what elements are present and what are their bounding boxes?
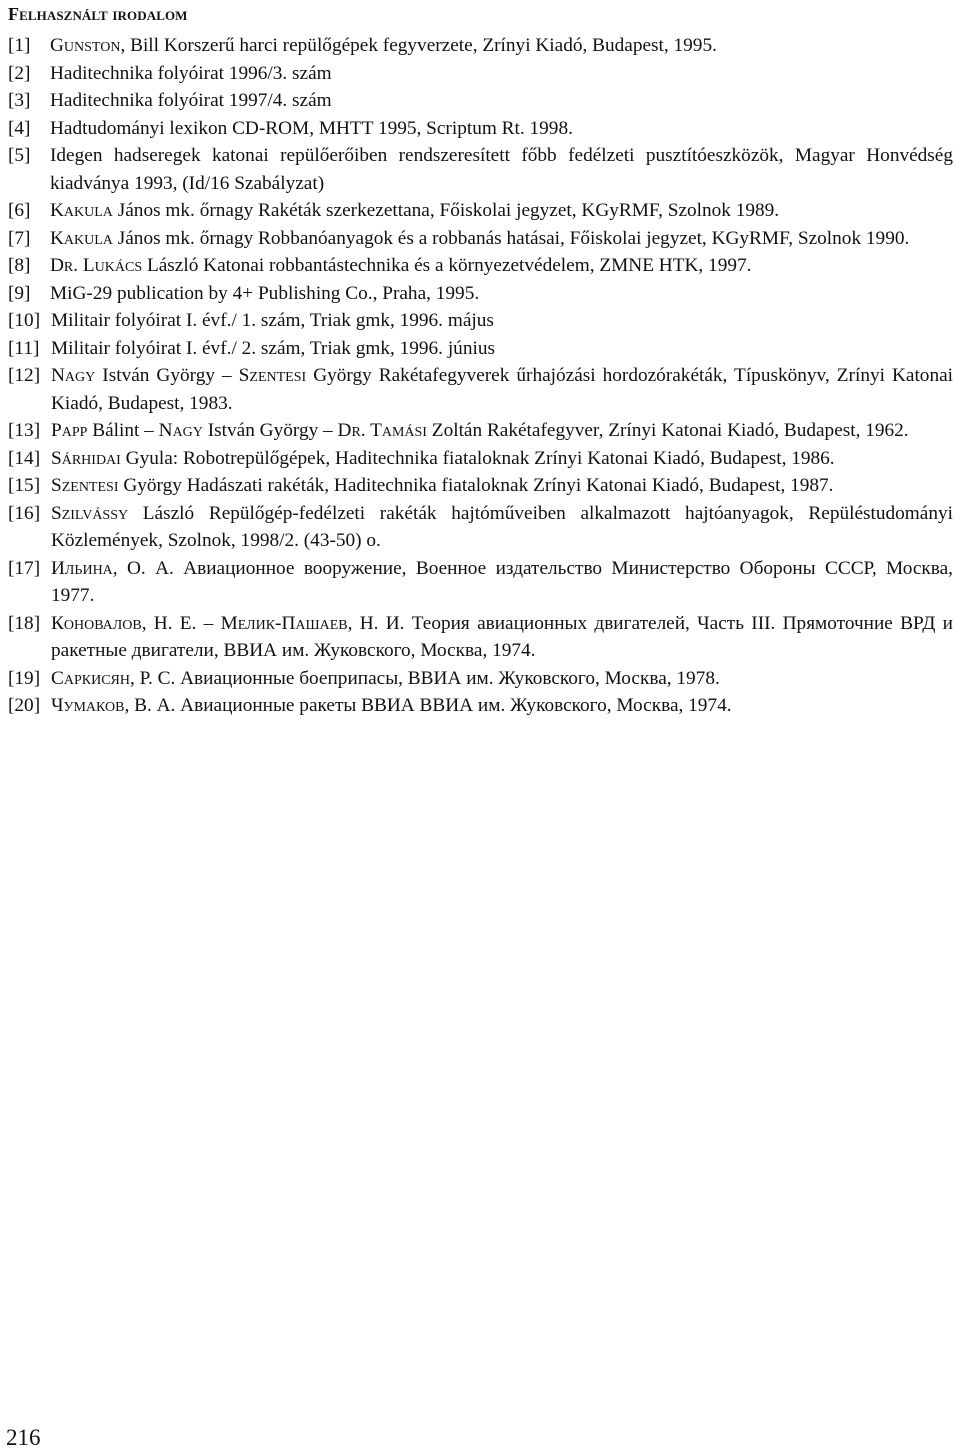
reference-number: [18]: [8, 612, 41, 634]
reference-number: [15]: [8, 475, 41, 496]
reference-text: [51, 472, 953, 500]
reference-text: [51, 665, 953, 693]
reference-text: [51, 417, 953, 445]
reference-number: [9]: [8, 282, 31, 304]
reference-number: [4]: [8, 117, 31, 139]
reference-item: [8, 142, 953, 197]
reference-item: [8, 555, 953, 610]
reference-text: [50, 197, 953, 225]
author-name: Kakula: [50, 200, 113, 221]
reference-number: [10]: [8, 310, 41, 331]
author-name: Коновалов: [51, 612, 142, 634]
reference-body: , Н. Е. –: [141, 612, 221, 634]
author-name: Gunston: [50, 35, 121, 56]
reference-number: [13]: [8, 420, 41, 441]
reference-text: [51, 362, 953, 417]
reference-text: Haditechnika folyóirat 1997/4. szám: [50, 90, 332, 111]
section-heading: Felhasznált irodalom: [8, 4, 188, 24]
reference-body: György Hadászati rakéták, Haditechnika fiataloknak Zrínyi Katonai Kiadó, Budapest, 1987.: [118, 475, 834, 496]
reference-item: [8, 472, 953, 500]
reference-text: [50, 32, 953, 60]
reference-text: [51, 445, 953, 473]
reference-item: [8, 225, 953, 253]
reference-text: [51, 555, 953, 610]
author-name: Szentesi: [238, 365, 307, 386]
reference-item: [8, 417, 953, 445]
author-name: Чумаков: [51, 695, 125, 716]
reference-body: János mk. őrnagy Robbanóanyagok és a robbanás hatásai, Főiskolai jegyzet, KGyRMF, Szolnok 1990.: [112, 227, 910, 249]
reference-text: [50, 252, 953, 280]
reference-body: , В. А. Авиационные ракеты ВВИА ВВИА им. Жуковского, Москва, 1974.: [124, 695, 732, 716]
reference-text: Militair folyóirat I. évf./ 2. szám, Triak gmk, 1996. június: [51, 337, 495, 359]
reference-number: [17]: [8, 557, 41, 579]
reference-number: [16]: [8, 502, 41, 524]
reference-list: [8, 32, 953, 720]
reference-item: [8, 60, 953, 88]
reference-body: István György –: [202, 420, 338, 441]
reference-body: Gyula: Robotrepülőgépek, Haditechnika fiataloknak Zrínyi Katonai Kiadó, Budapest, 1986.: [120, 447, 835, 469]
reference-number: [2]: [8, 62, 31, 84]
author-name: Szilvássy: [51, 502, 129, 524]
reference-item: [8, 665, 953, 693]
reference-body: , О. А. Авиационное вооружение, Военное издательство Министерство Обороны СССР, Москва, 1977.: [51, 557, 953, 606]
reference-text: MiG-29 publication by 4+ Publishing Co., Praha, 1995.: [50, 282, 480, 304]
reference-body: János mk. őrnagy Rakéták szerkezettana, Főiskolai jegyzet, KGyRMF, Szolnok 1989.: [112, 200, 780, 221]
reference-body: László Repülőgép-fedélzeti rakéták hajtóműveiben alkalmazott hajtóanyagok, Repüléstudományi Közlemények, Szolnok, 1998/2. (43-50) o.: [51, 502, 953, 551]
reference-body: Bálint –: [87, 420, 159, 441]
reference-text: [51, 500, 953, 555]
reference-item: [8, 610, 953, 665]
author-name: Dr. Lukács: [50, 255, 143, 276]
reference-body: , Р. С. Авиационные боеприпасы, ВВИА им. Жуковского, Москва, 1978.: [130, 667, 720, 689]
reference-item: [8, 87, 953, 115]
author-name: Саркисян: [51, 667, 130, 689]
reference-number: [14]: [8, 447, 41, 469]
reference-text: Haditechnika folyóirat 1996/3. szám: [50, 62, 332, 84]
reference-text: Hadtudományi lexikon CD-ROM, MHTT 1995, Scriptum Rt. 1998.: [50, 117, 573, 139]
reference-text: Idegen hadseregek katonai repülőerőiben rendszeresített főbb fedélzeti pusztítóeszközök, Magyar Honvédség kiadványa 1993, (Id/16 Szabályzat): [50, 145, 953, 194]
page-number: 216: [6, 1425, 41, 1450]
reference-item: [8, 252, 953, 280]
reference-item: [8, 500, 953, 555]
reference-body: , Н. И. Теория авиационных двигателей, Часть III. Прямоточние ВРД и ракетные двигатели, ВВИА им. Жуковского, Москва, 1974.: [51, 612, 953, 661]
reference-item: [8, 362, 953, 417]
reference-item: [8, 32, 953, 60]
reference-number: [19]: [8, 667, 41, 689]
reference-text: [51, 610, 953, 665]
reference-text: [50, 225, 953, 253]
reference-number: [3]: [8, 90, 31, 111]
reference-number: [1]: [8, 35, 31, 56]
author-name: Nagy: [51, 365, 96, 386]
reference-text: [51, 692, 953, 720]
author-name: Szentesi: [51, 475, 119, 496]
reference-text: Militair folyóirat I. évf./ 1. szám, Triak gmk, 1996. május: [51, 310, 494, 331]
reference-item: [8, 307, 953, 335]
reference-item: [8, 692, 953, 720]
reference-number: [12]: [8, 365, 41, 386]
author-name: Ильина: [51, 557, 113, 579]
reference-item: [8, 445, 953, 473]
reference-number: [20]: [8, 695, 41, 716]
author-name: Papp: [51, 420, 88, 441]
author-name: Kakula: [50, 227, 113, 249]
reference-body: György Rakétafegyverek űrhajózási hordozórakéták, Típuskönyv, Zrínyi Katonai Kiadó, Budapest, 1983.: [51, 365, 954, 414]
author-name: Мелик-Пашаев: [220, 612, 348, 634]
reference-item: [8, 280, 953, 308]
author-name: Dr. Tamási: [337, 420, 427, 441]
author-name: Nagy: [158, 420, 203, 441]
reference-body: László Katonai robbantástechnika és a környezetvédelem, ZMNE HTK, 1997.: [142, 255, 752, 276]
reference-body: Zoltán Rakétafegyver, Zrínyi Katonai Kiadó, Budapest, 1962.: [426, 420, 909, 441]
reference-number: [8]: [8, 255, 31, 276]
reference-item: [8, 335, 953, 363]
reference-item: [8, 197, 953, 225]
reference-body: István György –: [95, 365, 239, 386]
reference-number: [7]: [8, 227, 31, 249]
reference-number: [11]: [8, 337, 40, 359]
reference-item: [8, 115, 953, 143]
reference-number: [5]: [8, 145, 31, 166]
author-name: Sárhidai: [51, 447, 121, 469]
reference-number: [6]: [8, 200, 31, 221]
reference-body: , Bill Korszerű harci repülőgépek fegyverzete, Zrínyi Kiadó, Budapest, 1995.: [120, 35, 717, 56]
